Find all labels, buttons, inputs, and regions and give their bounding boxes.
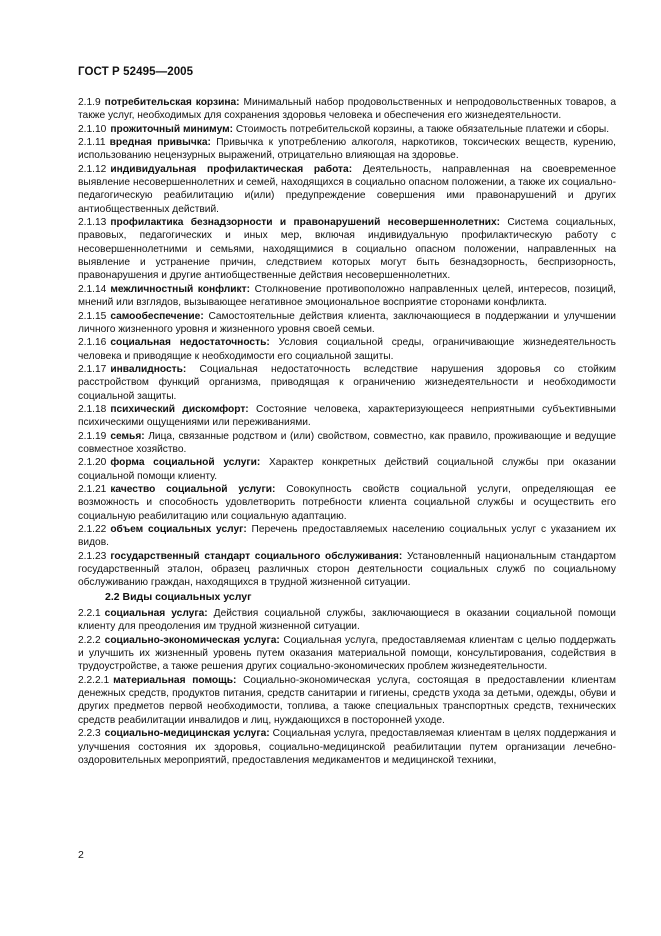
definitions-2-1 (78, 96, 616, 590)
definition-text: Столкновение противоположно направленных целей, интересов, позиций, мнений или взглядов, вызывающее негативное эмоциональное восприятие сторонами конфликта. (78, 283, 617, 309)
term: государственный стандарт социального обслуживания: (110, 550, 403, 562)
definition-text: Минимальный набор продовольственных и непродовольственных товаров, а также услуг, необходимых для сохранения здоровья человека и обеспечения его жизнедеятельности. (78, 97, 616, 122)
definition-paragraph (78, 634, 616, 674)
definition-text: Стоимость потребительской корзины, а также обязательные платежи и сборы. (235, 123, 610, 135)
document-header: ГОСТ Р 52495—2005 (78, 66, 194, 78)
definitions-2-2 (78, 607, 616, 767)
definition-paragraph (78, 283, 616, 310)
term: инвалидность: (110, 363, 187, 375)
definition-paragraph (78, 403, 616, 430)
term: семья: (110, 430, 145, 442)
term: профилактика безнадзорности и правонарушений несовершеннолетних: (110, 217, 501, 229)
definition-paragraph (78, 336, 616, 363)
term: объем социальных услуг: (110, 524, 247, 535)
definition-paragraph (78, 123, 616, 136)
definition-text: Лица, связанные родством и (или) свойством, совместно, как правило, проживающие и ведущие совместное хозяйство. (78, 430, 616, 455)
clause-number: 2.1.17 (78, 363, 107, 375)
page-number: 2 (78, 849, 84, 861)
definition-text: Социальная недостаточность вследствие нарушения здоровья со стойким расстройством функций организма, приводящая к ограничению жизнедеятельности и необходимости социальной защиты. (78, 363, 616, 402)
term: самообеспечение: (110, 310, 204, 322)
clause-number: 2.1.20 (78, 457, 107, 469)
document-body (78, 96, 616, 767)
definition-text: Условия социальной среды, ограничивающие жизнедеятельность человека и приводящие к необходимости его социальной защиты. (78, 337, 616, 362)
clause-number: 2.2.2 (78, 634, 101, 646)
term: межличностный конфликт: (110, 283, 251, 295)
clause-number: 2.1.19 (78, 430, 107, 442)
clause-number: 2.2.3 (78, 728, 101, 740)
clause-number: 2.1.15 (78, 310, 107, 322)
definition-paragraph (78, 430, 616, 457)
term: социальная услуга: (104, 608, 208, 620)
clause-number: 2.1.21 (78, 483, 107, 495)
clause-number: 2.1.9 (78, 97, 101, 108)
definition-text: Характер конкретных действий социальной службы при оказании социальной помощи клиенту. (78, 457, 616, 482)
definition-paragraph (78, 96, 616, 123)
term: социально-экономическая услуга: (104, 634, 280, 646)
definition-text: Социальная услуга, предоставляемая клиентам в целях поддержания и улучшения состояния их здоровья, социально-медицинской реабилитации путем организации лечебно-оздоровительных мероприятий, предоставления медикаментов и медицинской техники, (78, 728, 617, 766)
clause-number: 2.1.23 (78, 550, 107, 562)
definition-text: Самостоятельные действия клиента, заключающиеся в поддержании и улучшении личного жизненного уровня и жизненного уровня своей семьи. (78, 310, 616, 335)
term: социально-медицинская услуга: (104, 728, 270, 740)
term: социальная недостаточность: (110, 337, 270, 349)
definition-paragraph (78, 216, 616, 283)
definition-text: Социально-экономическая услуга, состоящая в предоставлении клиентам денежных средств, продуктов питания, средств санитарии и гигиены, средств ухода за детьми, одежды, обуви и других предметов первой необходимости, топлива, а также специальных транспортных средств, технических средств реабилитации инвалидов и лиц, нуждающихся в посторонней уходе. (78, 674, 616, 726)
definition-text: Совокупность свойств социальной услуги, определяющая ее возможность и способность удовлетворить потребности клиента социальной службы и осуществить его социальную реабилитацию или социальную адаптацию. (78, 483, 616, 522)
term: качество социальной услуги: (110, 483, 276, 495)
clause-number: 2.1.14 (78, 283, 107, 295)
term: вредная привычка: (109, 137, 211, 149)
clause-number: 2.1.11 (78, 137, 106, 149)
definition-paragraph (78, 674, 616, 727)
definition-text: Социальная услуга, предоставляемая клиентам с целью поддержать и улучшить их жизненный уровень путем оказания материальной помощи, консультирования, содействия в трудоустройстве, а также решения других социально-экономических проблем жизнедеятельности. (78, 634, 616, 673)
definition-text: Деятельность, направленная на своевременное выявление несовершеннолетних и семей, находящихся в социально опасном положении, а также их социально-педагогическую реабилитацию и(или) предупреждение совершения ими правонарушений и других антиобщественных действий. (78, 163, 616, 215)
clause-number: 2.1.13 (78, 217, 107, 229)
definition-paragraph (78, 363, 616, 403)
definition-text: Система социальных, правовых, педагогических и иных мер, включая индивидуальную профилактическую работу с несовершеннолетними и семьями, находящимися в социально опасном положении, направленных на выявление и устранение причин, следствием которых могут быть безнадзорность, беспризорность, правонарушения и другие антиобщественные действия несовершеннолетних. (78, 217, 616, 282)
definition-text: Состояние человека, характеризующееся неприятными субъективными психическими ощущениями или переживаниями. (78, 403, 616, 429)
definition-text: Действия социальной службы, заключающиеся в оказании социальной помощи клиенту для преодоления им трудной жизненной ситуации. (78, 608, 616, 633)
term: потребительская корзина: (104, 97, 240, 108)
clause-number: 2.1.12 (78, 163, 107, 175)
term: прожиточный минимум: (110, 123, 234, 135)
definition-paragraph (78, 727, 616, 767)
term: форма социальной услуги: (110, 457, 261, 469)
definition-paragraph (78, 136, 616, 163)
clause-number: 2.2.2.1 (78, 674, 110, 686)
definition-text: Установленный национальным стандартом государственный эталон, образец различных сторон деятельности социальных служб по социальному обслуживанию граждан, находящихся в трудной жизненной ситуации. (78, 550, 616, 589)
definition-paragraph (78, 607, 616, 634)
definition-paragraph (78, 456, 616, 483)
clause-number: 2.1.16 (78, 337, 107, 349)
clause-number: 2.1.18 (78, 403, 107, 415)
term: индивидуальная профилактическая работа: (110, 163, 353, 175)
definition-text: Привычка к употреблению алкоголя, наркотиков, токсических веществ, курению, использованию нецензурных выражений, отрицательно влияющая на здоровье. (78, 137, 616, 162)
definition-text: Перечень предоставляемых населению социальных услуг с указанием их видов. (78, 524, 616, 549)
definition-paragraph (78, 163, 616, 216)
definition-paragraph (78, 483, 616, 523)
clause-number: 2.1.22 (78, 524, 107, 535)
section-title-2-2: 2.2 Виды социальных услуг (105, 590, 252, 603)
definition-paragraph (78, 310, 616, 337)
definition-paragraph (78, 550, 616, 590)
term: материальная помощь: (113, 674, 237, 686)
clause-number: 2.1.10 (78, 123, 107, 135)
term: психический дискомфорт: (110, 403, 249, 415)
definition-paragraph (78, 523, 616, 550)
clause-number: 2.2.1 (78, 608, 101, 620)
